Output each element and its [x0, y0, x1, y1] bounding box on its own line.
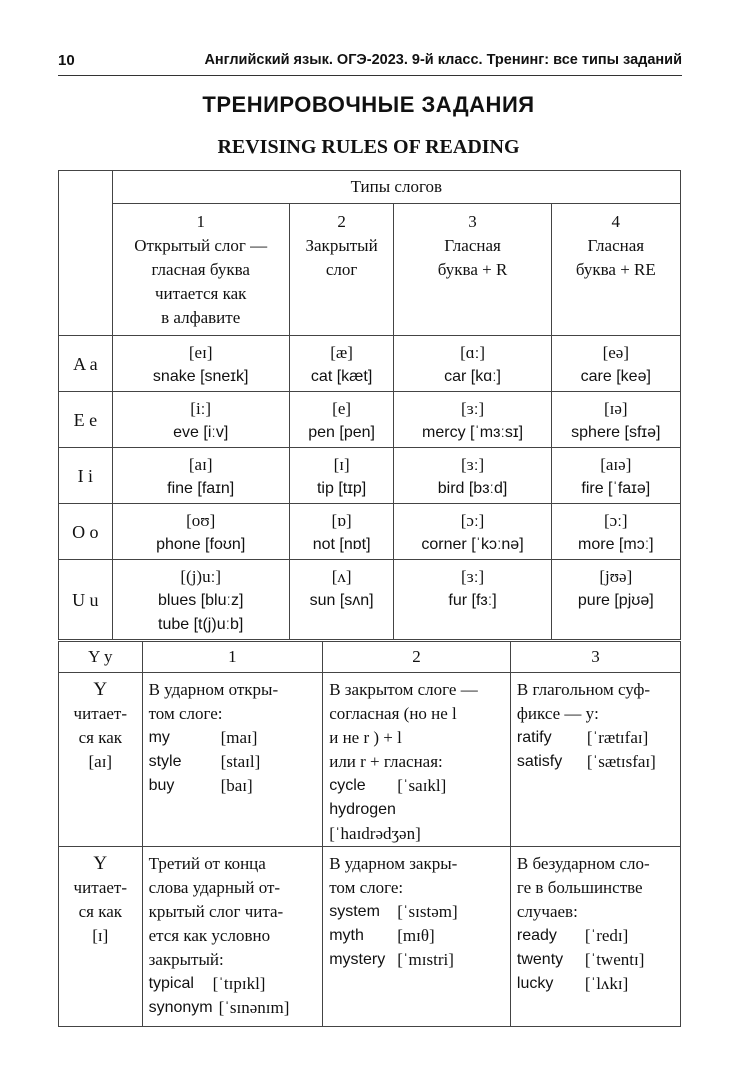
example-line: style [staɪl] — [148, 752, 261, 771]
letter-y-table — [58, 641, 681, 1027]
table-row — [59, 504, 681, 560]
example-line: satisfy [ˈsætɪsfaɪ] — [516, 752, 656, 771]
example-line: twenty [ˈtwentɪ] — [516, 950, 645, 969]
table-cell: [eə] care [keə] — [551, 336, 680, 392]
rule-cell: В ударном закры- том слоге: system [ˈsɪstəm] myth [mɪθ] mystery [ˈmɪstri] — [323, 847, 511, 1027]
column-header — [289, 204, 394, 336]
column-header-line: Закрытый — [305, 236, 378, 255]
column-number: 2 — [337, 212, 346, 231]
column-header-line: читается как — [154, 284, 247, 303]
example-line: synonym [ˈsɪnənɪm] — [148, 998, 290, 1017]
rule-cell: В глагольном суф- фиксе — y: ratify [ˈrætɪfaɪ] satisfy [ˈsætɪsfaɪ] — [510, 673, 680, 847]
example-line: buy [baɪ] — [148, 776, 253, 795]
example-line: cycle [ˈsaɪkl] — [329, 776, 447, 795]
column-header-line: буква + RE — [575, 260, 656, 279]
table-row — [59, 847, 681, 1027]
column-header-line: слог — [325, 260, 358, 279]
rule-cell: Третий от конца слова ударный от- крытый слог чита- ется как условно закрытый: typical [ˈtɪpɪkl] synonym [ˈsɪnənɪm] — [142, 847, 323, 1027]
section-title: ТРЕНИРОВОЧНЫЕ ЗАДАНИЯ — [202, 92, 535, 117]
header-cell: 3 — [510, 642, 680, 673]
rule-cell: В закрытом слоге — согласная (но не l и не r ) + l или r + гласная: cycle [ˈsaɪkl] hydrogen [ˈhaɪdrədʒən] — [323, 673, 511, 847]
table-cell: [ɜː] mercy [ˈmɜːsɪ] — [394, 392, 551, 448]
table-row — [59, 673, 681, 847]
letter-cell: O o — [59, 504, 113, 560]
corner-cell — [59, 171, 113, 336]
letter-cell: I i — [59, 448, 113, 504]
table-cell: [aɪə] fire [ˈfaɪə] — [551, 448, 680, 504]
table-cell: [iː] eve [iːv] — [112, 392, 289, 448]
example-line: system [ˈsɪstəm] — [329, 902, 458, 921]
table-header-row — [59, 642, 681, 673]
table-cell: [eɪ] snake [sneɪk] — [112, 336, 289, 392]
column-number: 4 — [611, 212, 621, 231]
column-header-line: Гласная — [587, 236, 645, 255]
header-cell: Y y — [59, 642, 143, 673]
table-cell: [ɪə] sphere [sfɪə] — [551, 392, 680, 448]
example-line: hydrogen — [329, 801, 396, 818]
table-cell: [ɜː] fur [fɜː] — [394, 560, 551, 640]
table-cell: [(j)uː] blues [bluːz] tube [t(j)uːb] — [112, 560, 289, 640]
example-line: [ˈhaɪdrədʒən] — [329, 824, 421, 843]
subtitle: REVISING RULES OF READING — [217, 136, 520, 158]
table-row — [59, 448, 681, 504]
column-header — [394, 204, 551, 336]
table-cell: [e] pen [pen] — [289, 392, 394, 448]
example-line: typical [ˈtɪpɪkl] — [148, 974, 266, 993]
column-header — [551, 204, 680, 336]
letter-cell: E e — [59, 392, 113, 448]
column-header-line: Гласная — [444, 236, 501, 255]
table-cell: [ɔː] more [mɔː] — [551, 504, 680, 560]
book-title: Английский язык. ОГЭ-2023. 9-й класс. Тренинг: все типы заданий — [204, 52, 682, 68]
syllable-types-table — [58, 170, 681, 640]
table-cell: [aɪ] fine [faɪn] — [112, 448, 289, 504]
table-cell: [ɑː] car [kɑː] — [394, 336, 551, 392]
table-cell: [ɔː] corner [ˈkɔːnə] — [394, 504, 551, 560]
table-cell: [ɜː] bird [bɜːd] — [394, 448, 551, 504]
row-label: Y читает- ся как [ɪ] — [59, 847, 143, 1027]
column-number: 1 — [196, 212, 205, 231]
example-line: ready [ˈredɪ] — [516, 926, 629, 945]
table-cell: [oʊ] phone [foʊn] — [112, 504, 289, 560]
rule-cell: В безударном сло- ге в большинстве случаев: ready [ˈredɪ] twenty [ˈtwentɪ] lucky [ˈlʌkɪ] — [510, 847, 680, 1027]
table-cell: [ɒ] not [nɒt] — [289, 504, 394, 560]
example-line: ratify [ˈrætɪfaɪ] — [516, 728, 649, 747]
example-line: myth [mɪθ] — [329, 926, 435, 945]
page-header — [0, 0, 737, 80]
example-line: my [maɪ] — [148, 728, 258, 747]
table-cell: [ʌ] sun [sʌn] — [289, 560, 394, 640]
table-row — [59, 392, 681, 448]
column-header-line: в алфавите — [161, 308, 241, 327]
example-line: mystery [ˈmɪstri] — [329, 950, 454, 969]
table-row — [59, 560, 681, 640]
table-cell: [ɪ] tip [tɪp] — [289, 448, 394, 504]
group-header: Типы слогов — [112, 171, 680, 204]
column-header — [112, 204, 289, 336]
column-header-line: буква + R — [437, 260, 508, 279]
rule-cell: В ударном откры- том слоге: my [maɪ] style [staɪl] buy [baɪ] — [142, 673, 323, 847]
table-cell: [æ] cat [kæt] — [289, 336, 394, 392]
column-number: 3 — [468, 212, 477, 231]
example-line: lucky [ˈlʌkɪ] — [516, 974, 629, 993]
header-rule — [58, 75, 682, 76]
header-cell: 1 — [142, 642, 323, 673]
column-header-line: Открытый слог — — [134, 236, 268, 255]
column-header-line: гласная буква — [151, 260, 250, 279]
header-cell: 2 — [323, 642, 511, 673]
table-cell: [jʊə] pure [pjʊə] — [551, 560, 680, 640]
letter-cell: A a — [59, 336, 113, 392]
page-number: 10 — [58, 52, 75, 69]
letter-cell: U u — [59, 560, 113, 640]
table-row — [59, 336, 681, 392]
row-label: Y читает- ся как [aɪ] — [59, 673, 143, 847]
